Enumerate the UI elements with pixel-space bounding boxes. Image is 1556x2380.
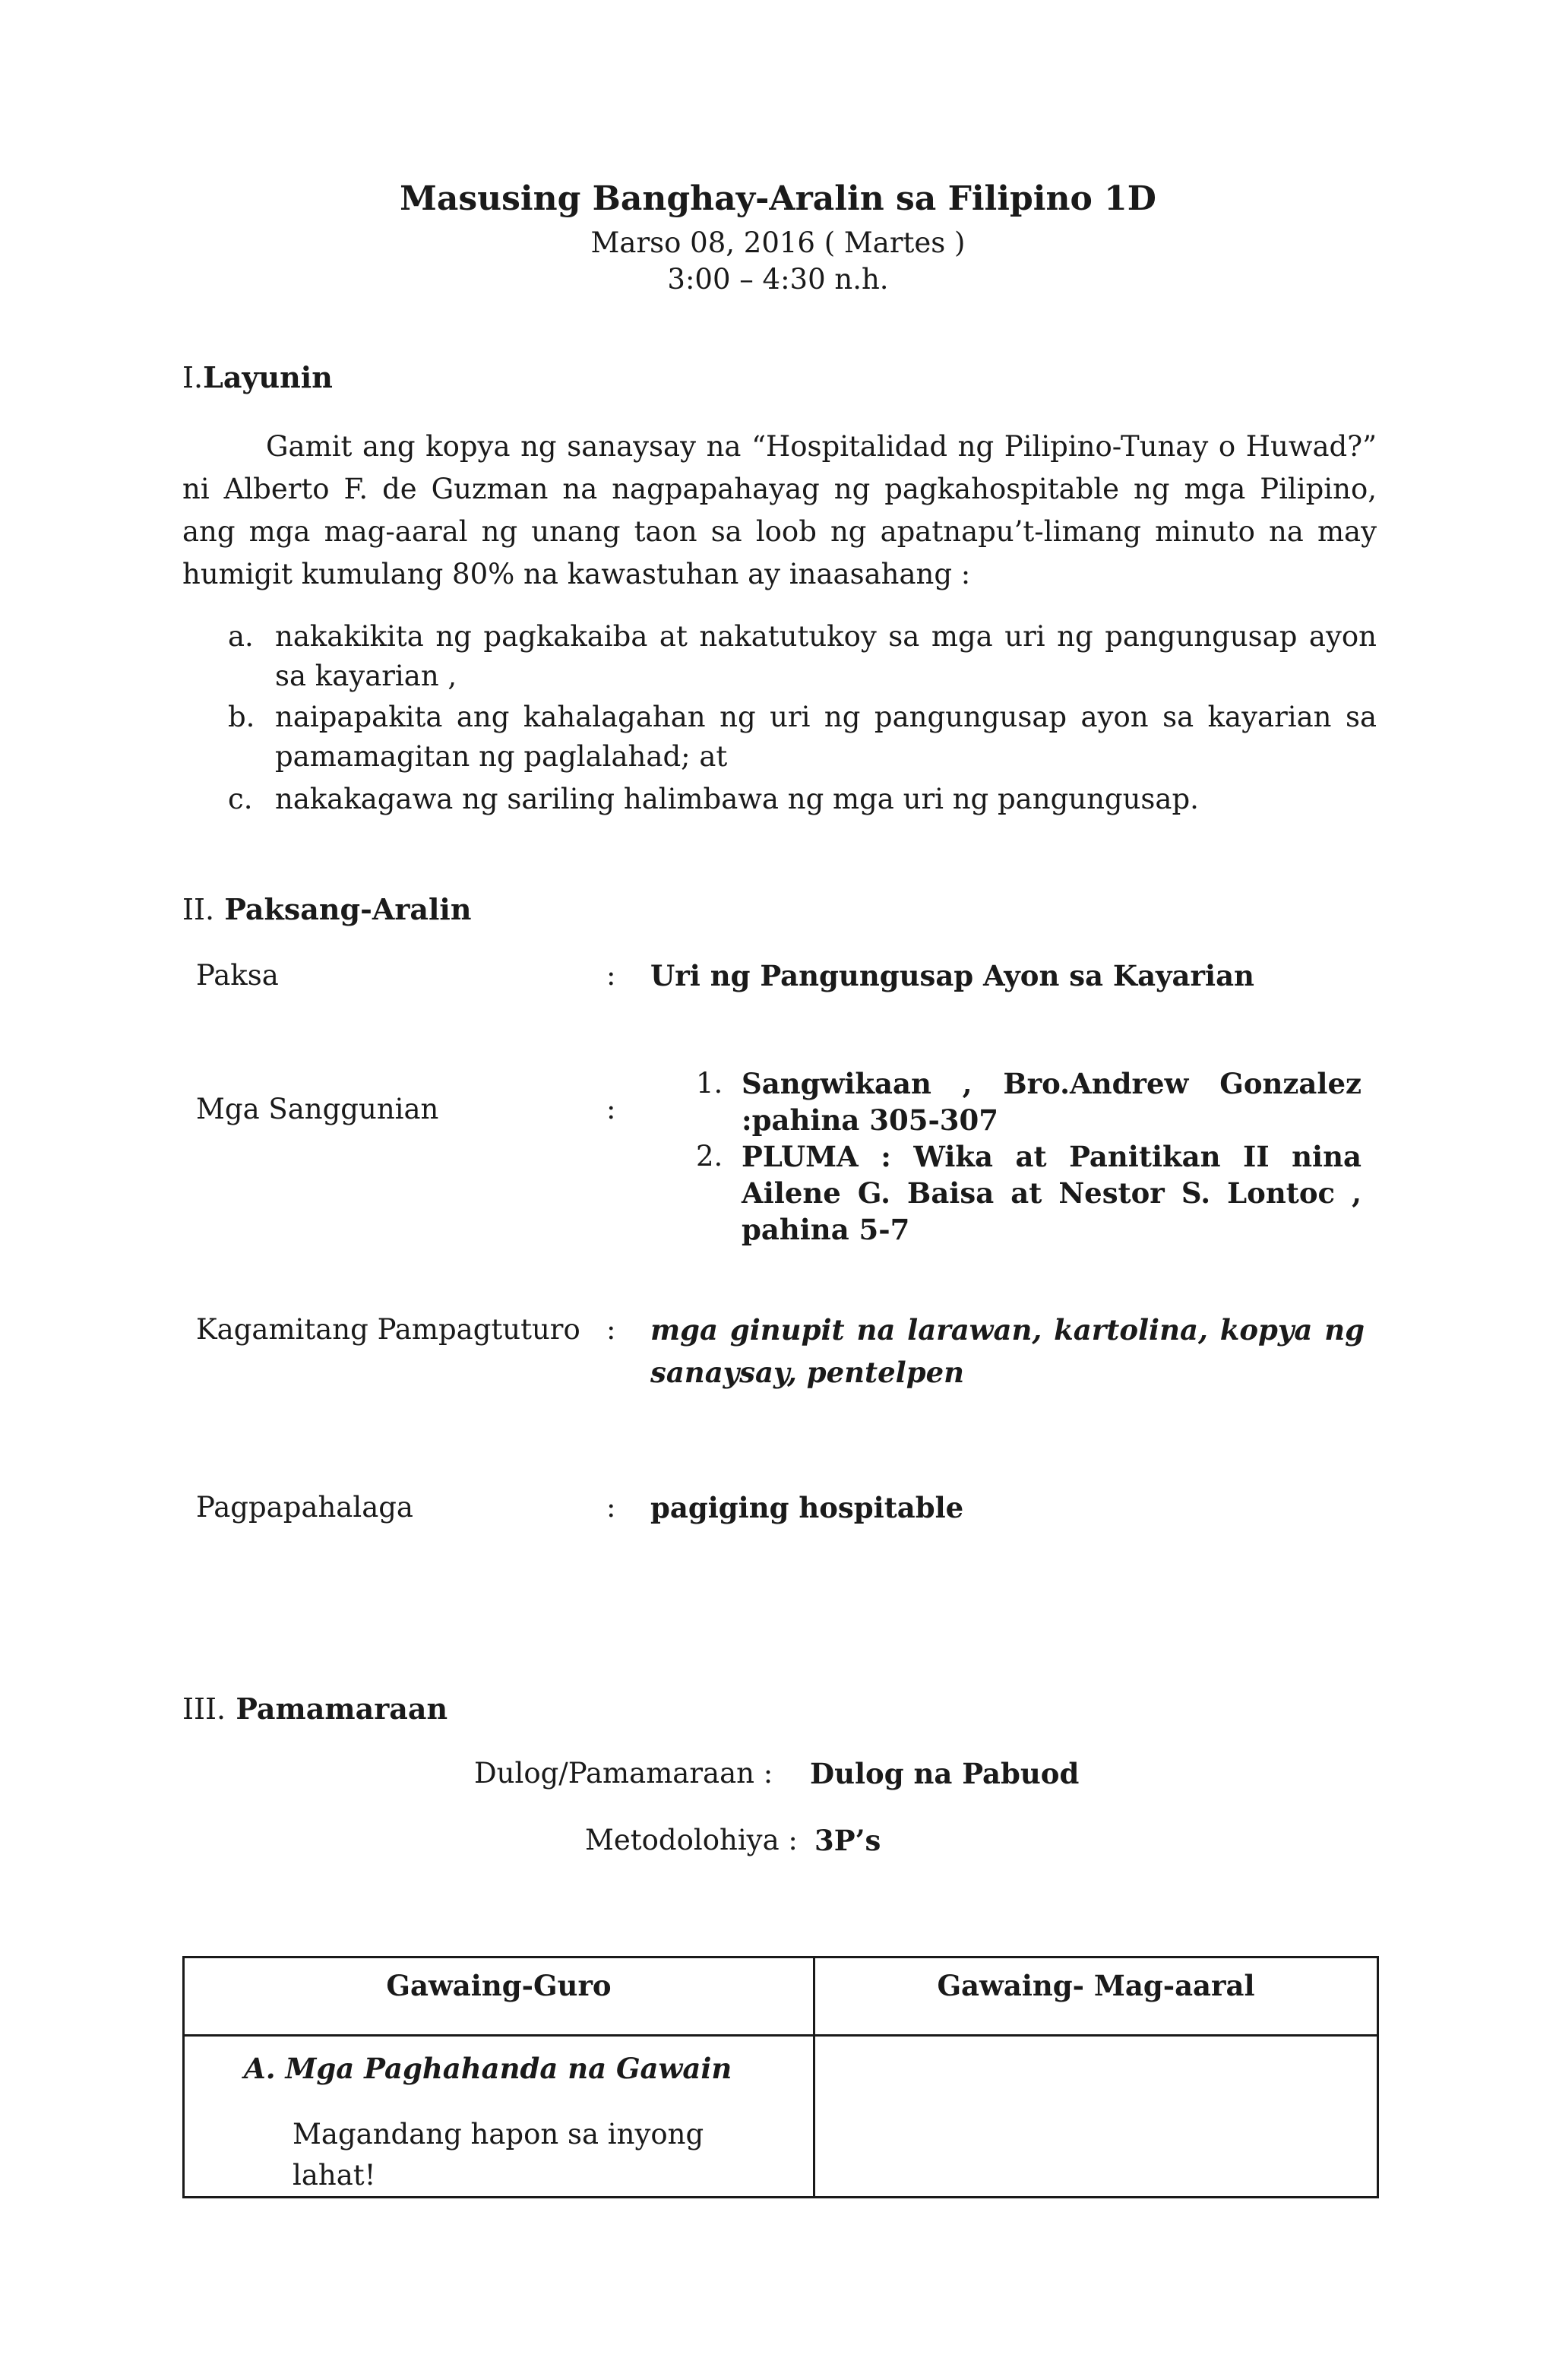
section-1-title: Layunin bbox=[203, 360, 333, 394]
pagpapahalaga-colon: : bbox=[606, 1491, 616, 1524]
sanggunian-label: Mga Sanggunian bbox=[196, 1093, 439, 1125]
dulog-label: Dulog/Pamamaraan : bbox=[474, 1757, 773, 1790]
lesson-date: Marso 08, 2016 ( Martes ) bbox=[590, 226, 966, 259]
reference-2-number: 2. bbox=[696, 1140, 723, 1173]
pagpapahalaga-value: pagiging hospitable bbox=[650, 1491, 964, 1524]
table-header-row bbox=[184, 1957, 1378, 2036]
objective-a-letter: a. bbox=[228, 620, 254, 653]
section-2-title: Paksang-Aralin bbox=[224, 892, 472, 926]
section-2-heading bbox=[182, 892, 471, 926]
kagamitan-value: mga ginupit na larawan, kartolina, kopya ng sanaysay, pentelpen bbox=[650, 1313, 1365, 1389]
reference-2-text: PLUMA : Wika at Panitikan II nina Ailene G. Baisa at Nestor S. Lontoc , pahina 5-7 bbox=[742, 1140, 1362, 1246]
section-2-number: II. bbox=[182, 893, 215, 926]
kagamitan-colon: : bbox=[606, 1313, 616, 1346]
paksa-label: Paksa bbox=[196, 959, 279, 992]
objective-c-text: nakakagawa ng sariling halimbawa ng mga uri ng pangungusap. bbox=[275, 783, 1199, 815]
section-1-number: I. bbox=[182, 361, 204, 394]
pagpapahalaga-label: Pagpapahalaga bbox=[196, 1491, 413, 1524]
section-1-heading bbox=[182, 360, 333, 394]
objective-a-text: nakakikita ng pagkakaiba at nakatutukoy sa mga uri ng pangungusap ayon sa kayarian , bbox=[275, 620, 1377, 692]
document-title: Masusing Banghay-Aralin sa Filipino 1D bbox=[400, 179, 1156, 218]
lesson-time: 3:00 – 4:30 n.h. bbox=[667, 263, 889, 296]
objective-b-letter: b. bbox=[228, 701, 255, 733]
section-3-title: Pamamaraan bbox=[236, 1692, 448, 1726]
paghahanda-heading: A. Mga Paghahanda na Gawain bbox=[244, 2052, 732, 2085]
reference-1-number: 1. bbox=[696, 1067, 723, 1100]
greeting-text: Magandang hapon sa inyong lahat! bbox=[293, 2118, 704, 2192]
table-cell-guro bbox=[184, 2036, 814, 2198]
reference-1-text: Sangwikaan , Bro.Andrew Gonzalez :pahina 305-307 bbox=[742, 1067, 1362, 1137]
table-cell-mag-aaral bbox=[814, 2036, 1378, 2198]
section-3-number: III. bbox=[182, 1692, 226, 1726]
dulog-value: Dulog na Pabuod bbox=[810, 1757, 1080, 1790]
objective-paragraph bbox=[182, 426, 1377, 596]
metodolohiya-value: 3P’s bbox=[814, 1824, 881, 1857]
table-header-gawaing-mag-aaral: Gawaing- Mag-aaral bbox=[814, 1957, 1378, 2036]
objective-b-text: naipapakita ang kahalagahan ng uri ng pangungusap ayon sa kayarian sa pamamagitan ng paglalahad; at bbox=[275, 701, 1377, 773]
objective-c-letter: c. bbox=[228, 783, 253, 815]
paksa-value: Uri ng Pangungusap Ayon sa Kayarian bbox=[650, 959, 1254, 992]
metodolohiya-label: Metodolohiya : bbox=[585, 1824, 798, 1856]
table-header-gawaing-guro: Gawaing-Guro bbox=[184, 1957, 814, 2036]
objective-paragraph-text: Gamit ang kopya ng sanaysay na “Hospitalidad ng Pilipino-Tunay o Huwad?” ni Alberto F. de Guzman na nagpapahayag ng pagkahospitable ng mga Pilipino, ang mga mag-aaral ng unang taon sa loob ng apatnapu’t-limang minuto na may humigit kumulang 80% na kawastuhan ay inaasahang : bbox=[182, 430, 1377, 590]
activities-table bbox=[182, 1956, 1379, 2198]
table-row bbox=[184, 2036, 1378, 2198]
kagamitan-label: Kagamitang Pampagtuturo bbox=[196, 1313, 580, 1346]
section-3-heading bbox=[182, 1692, 448, 1726]
sanggunian-colon: : bbox=[606, 1093, 616, 1125]
paksa-colon: : bbox=[606, 959, 616, 992]
